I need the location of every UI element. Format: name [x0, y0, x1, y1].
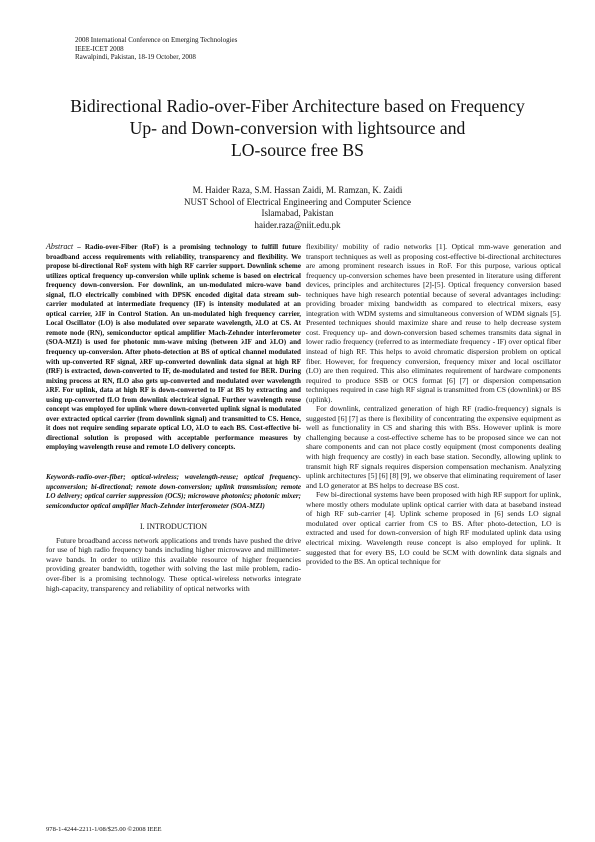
- keywords: Keywords-radio-over-fiber; optical-wireless; wavelength-reuse; optical frequency-upconversion; bi-directional; remote down-conversion; uplink transmission; remote LO delivery; optical carrier suppression (OCS); microwave photonics; photonic mixer; semiconductor optical amplifier Mach-Zehnder interferometer (SOA-MZI): [46, 473, 301, 510]
- left-column: [46, 242, 301, 593]
- body-paragraph-1: flexibility/ mobility of radio networks [1]. Optical mm-wave generation and transport techniques as well as proposing cost-effective bi-directional architectures are among prominent research issues in RoF. For this purpose, various optical frequency up-conversion schemes have been presented in literature using different devices, principles and architectures [2]-[5]. Optical frequency conversion based techniques have high research potential because of several advantages including: providing broader mixing bandwidth as compared to electrical mixers, easy integration with WDM systems and simultaneous conversion of WDM signals [5]. Presented techniques should maximize share and reuse to help decrease system cost. Frequency up- and down-conversion based schemes transmits data signal in lower radio frequency (referred to as intermediate frequency - IF) over optical fiber instead of high RF. This helps to avoid chromatic dispersion problem on optical fiber. However, for frequency conversion, frequency mixer and local oscillator (LO) are then required. This also eliminates requirement of hardware components required to produce SSB or OCS format [6] [7] or dispersion compensation techniques required in case high RF signal is transmitted from CS (downlink) or BS (uplink).: [306, 242, 561, 404]
- title-line-3: LO-source free BS: [231, 140, 364, 160]
- author-city: Islamabad, Pakistan: [261, 208, 334, 218]
- author-email: haider.raza@niit.edu.pk: [254, 219, 341, 230]
- intro-paragraph-1: Future broadband access network applications and trends have pushed the drive for use of high radio frequency bands including higher microwave and millimeter-wave bands. In order to utilize this available resource of higher frequencies providing greater bandwidth, together with solving the last mile problem, radio-over-fiber is a promising technology. These optical-wireless networks integrate high-capacity, transparency and reliability of optical networks with: [46, 535, 301, 593]
- conference-name: 2008 International Conference on Emerging Technologies: [75, 36, 238, 44]
- title-line-1: Bidirectional Radio-over-Fiber Architecture based on Frequency: [70, 96, 525, 116]
- author-names: M. Haider Raza, S.M. Hassan Zaidi, M. Ramzan, K. Zaidi: [192, 185, 403, 195]
- conference-short: IEEE-ICET 2008: [75, 44, 124, 53]
- author-affiliation: NUST School of Electrical Engineering and Computer Science: [183, 196, 412, 207]
- abstract-label: Abstract: [46, 242, 74, 251]
- copyright-footer: 978-1-4244-2211-1/08/$25.00 ©2008 IEEE: [46, 826, 162, 833]
- title-line-2: Up- and Down-conversion with lightsource and: [129, 118, 466, 138]
- abstract: [46, 242, 301, 453]
- conference-location: Rawalpindi, Pakistan, 18-19 October, 2008: [75, 53, 196, 61]
- section-heading-introduction: I. INTRODUCTION: [139, 522, 208, 532]
- author-block: [0, 185, 595, 231]
- body-paragraph-2: For downlink, centralized generation of high RF (radio-frequency) signals is suggested [6] [7] as there is flexibility of concentrating the expensive equipment as well as functionality in CS and sharing this with BSs. However uplink is more challenging because a cost-effective scheme has to be proposed since we can not share components and can not place costly equipment (most components dealing with high frequency are costly) in each base station. Secondly, allowing uplink to transmit high RF signals requires dispersion compensation mechanism. Analyzing uplink architectures [5] [6] [8] [9], we observe that eliminating requirement of laser and LO generator at BS helps to decrease BS cost.: [306, 404, 561, 490]
- paper-title: [20, 95, 575, 161]
- right-column: [306, 242, 561, 567]
- conference-header: [75, 36, 237, 62]
- body-paragraph-3: Few bi-directional systems have been proposed with high RF support for uplink, where mostly others modulate uplink optical carrier with data at baseband instead of high RF sub-carrier [4]. Uplink scheme proposed in [6] sends LO signal modulated over optical carrier from CS to BS. After photo-detection, LO is extracted and used for down-conversion of high RF modulated uplink data using electrical mixing. Wavelength reuse concept is also employed for uplink. It suggested that for every BS, LO could be SCM with downlink data signals and provided to the BS. An optical technique for: [306, 490, 561, 567]
- abstract-text: – Radio-over-Fiber (RoF) is a promising technology to fulfill future broadband access requirements with reliability, transparency and flexibility. We propose bi-directional RoF system with high RF carrier support. Downlink scheme utilizes optical frequency up-conversion while uplink scheme is based on electrical frequency down-conversion. For downlink, an un-modulated micro-wave band signal, fLO electrically combined with DPSK encoded digital data stream sub-carrier modulated at intermediate frequency (IF) is intensity modulated at an optical carrier, λIF in Control Station. An un-modulated high frequency carrier, Local Oscillator (LO) is also modulated over separate wavelength, λLO at CS. At remote node (RN), semiconductor optical amplifier Mach-Zehnder interferometer (SOA-MZI) is used for photonic mm-wave mixing (between λIF and λLO) and frequency up-conversion. After photo-detection at BS of optical channel modulated with up-converted RF signal, λRF up-converted downlink data signal at high RF (fRF) is extracted, down-converted to IF, de-modulated and tested for BER. During mixing process at RN, fLO also gets up-converted and modulated over wavelength λRF. For uplink, data at high RF is down-converted to IF at BS by extracting and using up-converted fLO from downlink electrical signal. Further wavelength reuse concept was employed for uplink where down-converted uplink signal is modulated over extracted optical carrier (from downlink signal) and transmitted to CS. Hence, it does not require sending separate optical LO, λLO to each BS. Cost-effective bi-directional solution is proposed with acceptable performance measures by employing wavelength reuse and remote LO delivery concepts.: [46, 243, 301, 452]
